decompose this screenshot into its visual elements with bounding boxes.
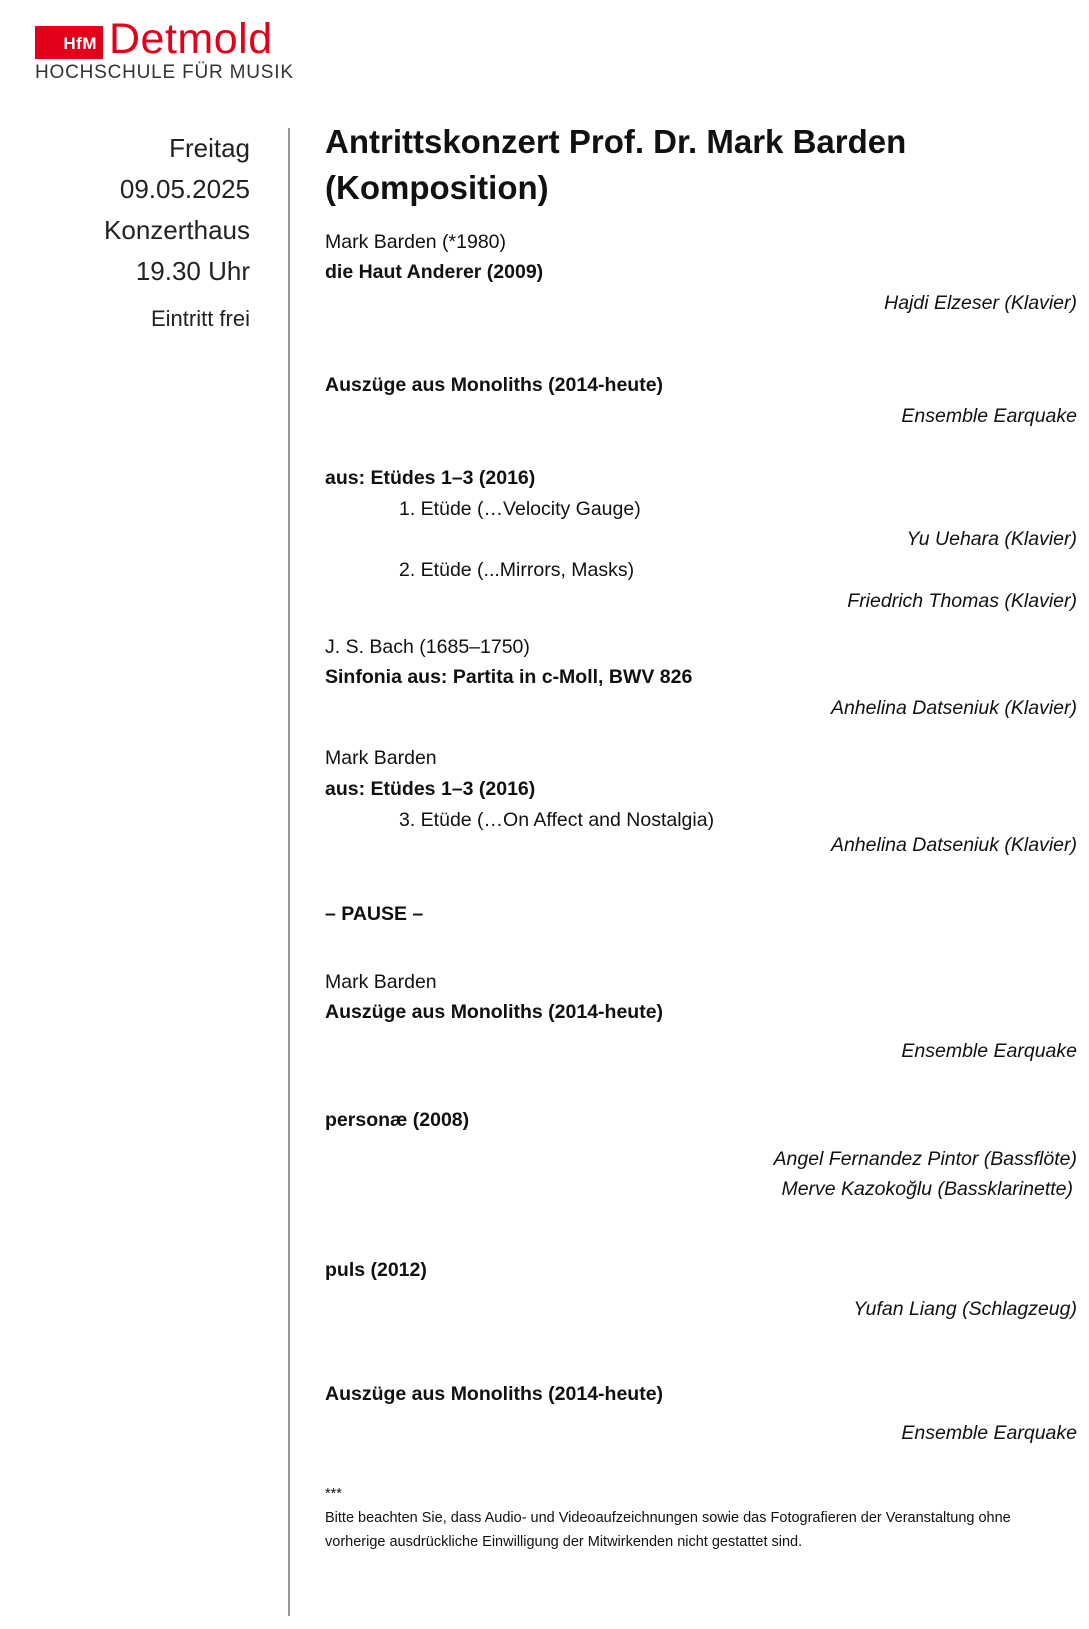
movement: 2. Etüde (...Mirrors, Masks) (399, 559, 635, 581)
work-title: Auszüge aus Monoliths (2014-heute) (325, 1001, 664, 1023)
footer-note-line-1: Bitte beachten Sie, dass Audio- und Videoaufzeichnungen sowie das Fotografieren der Veranstaltung ohne (325, 1510, 1011, 1526)
work-title: Sinfonia aus: Partita in c-Moll, BWV 826 (325, 666, 693, 688)
event-date: 09.05.2025 (119, 174, 250, 204)
work-title: die Haut Anderer (2009) (325, 261, 544, 283)
event-venue: Konzerthaus (104, 215, 250, 245)
work-title: Auszüge aus Monoliths (2014-heute) (325, 1383, 664, 1405)
performer: Ensemble Earquake (901, 1040, 1077, 1062)
performer: Hajdi Elzeser (Klavier) (884, 292, 1077, 314)
composer: Mark Barden (325, 747, 437, 769)
composer: Mark Barden (*1980) (325, 231, 507, 253)
title-line-2: (Komposition) (325, 169, 549, 206)
composer: Mark Barden (325, 971, 437, 993)
performer: Ensemble Earquake (901, 1422, 1077, 1444)
movement: 1. Etüde (…Velocity Gauge) (399, 498, 641, 520)
work-title: puls (2012) (325, 1259, 427, 1281)
event-admission: Eintritt frei (150, 306, 250, 331)
work-title: Auszüge aus Monoliths (2014-heute) (325, 374, 664, 396)
logo-name: Detmold (109, 15, 273, 63)
event-time: 19.30 Uhr (135, 256, 250, 286)
performer: Ensemble Earquake (901, 405, 1077, 427)
performer: Yu Uehara (Klavier) (906, 528, 1077, 550)
event-day: Freitag (169, 133, 250, 163)
performer: Anhelina Datseniuk (Klavier) (830, 697, 1077, 719)
performer: Anhelina Datseniuk (Klavier) (830, 834, 1077, 856)
performer: Merve Kazokoğlu (Bassklarinette) (781, 1178, 1073, 1200)
hfm-detmold-logo (35, 15, 305, 90)
work-title: personæ (2008) (325, 1109, 470, 1131)
footer-note-line-2: vorherige ausdrückliche Einwilligung der Mitwirkenden nicht gestattet sind. (325, 1534, 803, 1550)
vertical-divider (288, 128, 290, 1616)
performer: Friedrich Thomas (Klavier) (847, 590, 1077, 612)
composer: J. S. Bach (1685–1750) (325, 636, 530, 658)
event-info (104, 128, 250, 339)
performer: Yufan Liang (Schlagzeug) (853, 1298, 1077, 1320)
title-line-1: Antrittskonzert Prof. Dr. Mark Barden (325, 123, 907, 160)
footer-stars: *** (325, 1486, 342, 1502)
pause-label: – PAUSE – (325, 903, 424, 925)
performer: Angel Fernandez Pintor (Bassflöte) (773, 1148, 1077, 1170)
page-title (325, 119, 906, 211)
work-title: aus: Etüdes 1–3 (2016) (325, 778, 536, 800)
logo-subtitle: HOCHSCHULE FÜR MUSIK (35, 62, 294, 83)
movement: 3. Etüde (…On Affect and Nostalgia) (399, 809, 715, 831)
logo-badge-text: HfM (63, 34, 97, 53)
logo-badge (35, 26, 103, 59)
work-title: aus: Etüdes 1–3 (2016) (325, 467, 536, 489)
